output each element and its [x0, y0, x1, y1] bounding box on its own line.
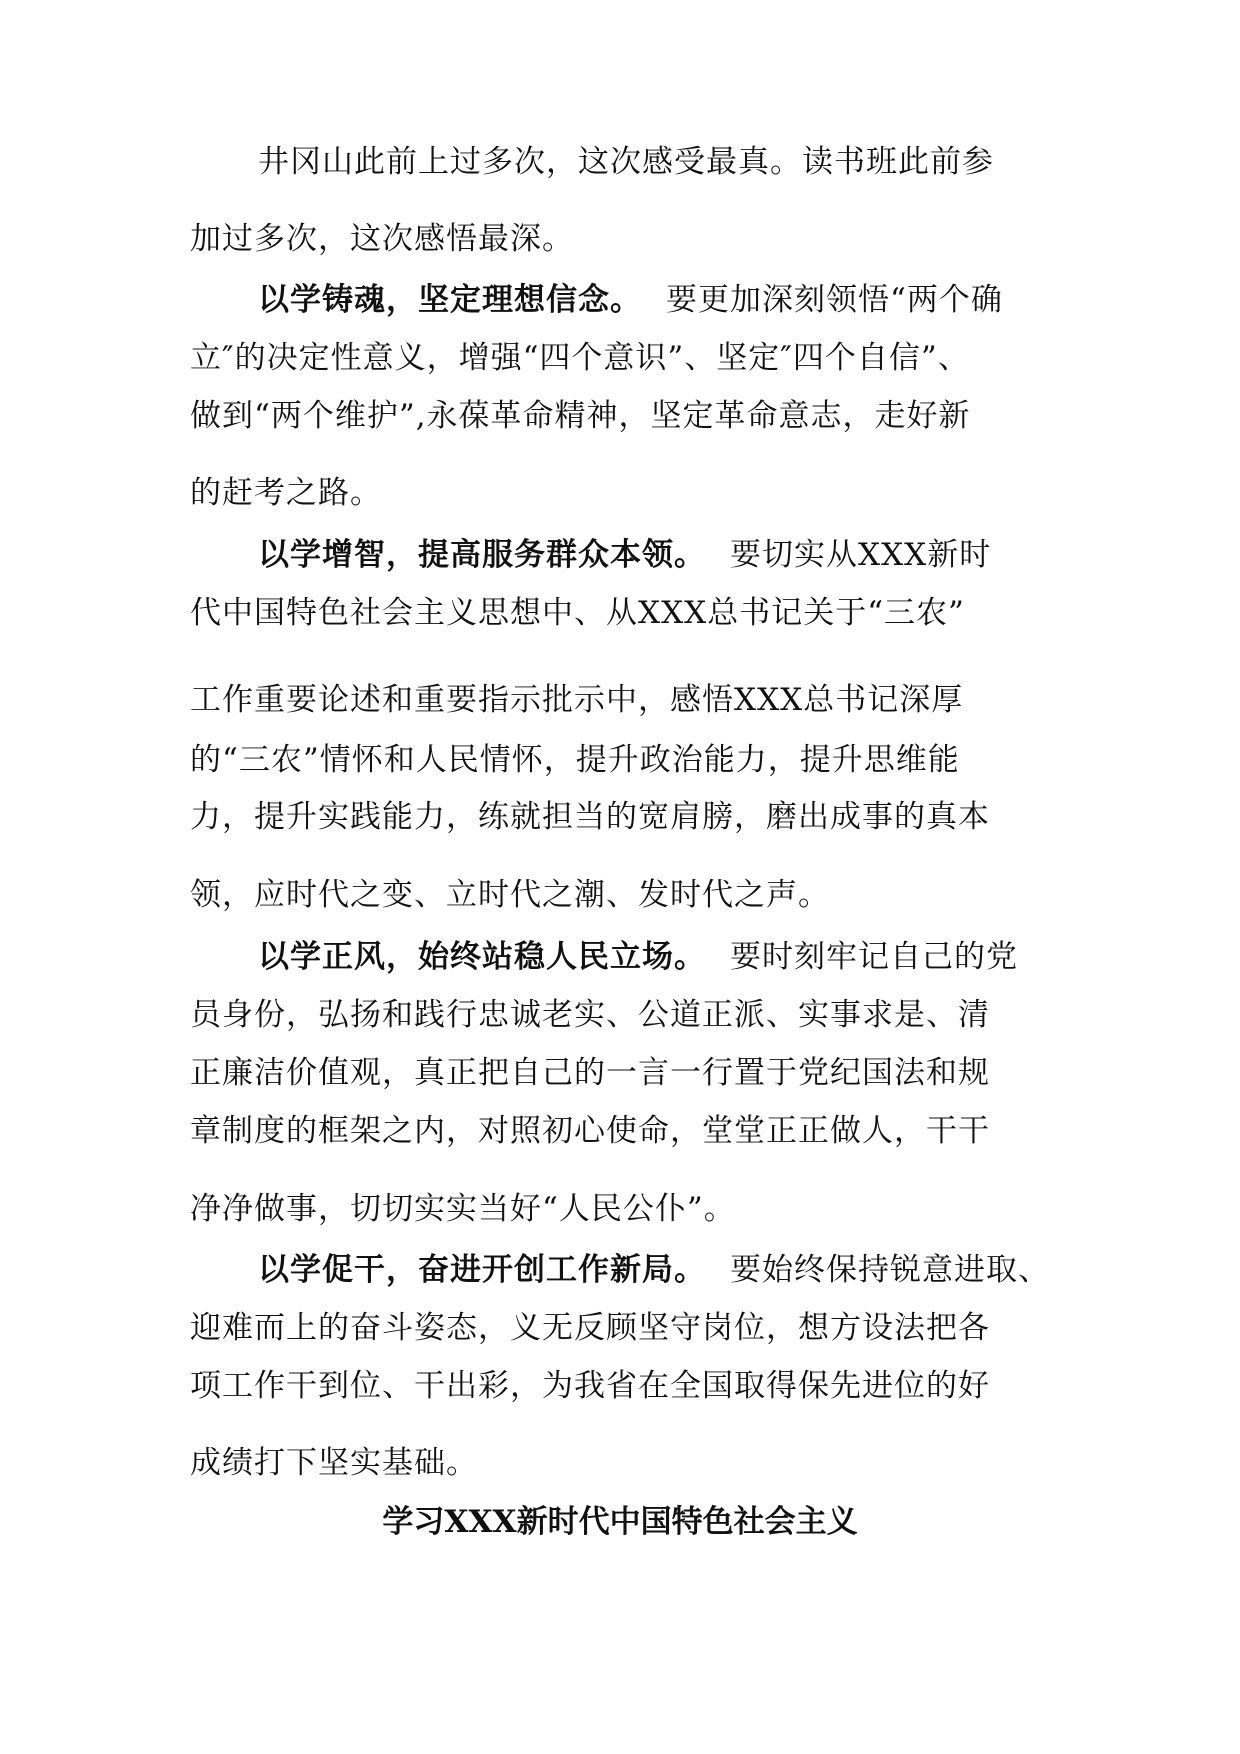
section2-line-5: 力，提升实践能力，练就担当的宽肩膀，磨出成事的真本 — [190, 799, 990, 835]
section3-line-1 — [258, 937, 1018, 977]
section1-line-1 — [258, 280, 1003, 320]
section2-line-3: 工作重要论述和重要指示批示中，感悟XXX总书记深厚 — [190, 682, 964, 718]
section2-line-1-text: 要切实从XXX新时 — [730, 537, 992, 573]
section2-line-2: 代中国特色社会主义思想中、从XXX总书记关于“三农” — [190, 595, 965, 631]
section1-line-4: 的赶考之路。 — [190, 475, 382, 511]
section2-line-4: 的“三农”情怀和人民情怀，提升政治能力，提升思维能 — [190, 742, 960, 778]
section3-line-2: 员身份，弘扬和践行忠诚老实、公道正派、实事求是、清 — [190, 997, 990, 1033]
section3-line-4: 章制度的框架之内，对照初心使命，堂堂正正做人，干干 — [190, 1113, 990, 1149]
intro-line-1: 井冈山此前上过多次，这次感受最真。读书班此前参 — [258, 144, 994, 180]
section1-line-1-text: 要更加深刻领悟“两个确 — [666, 282, 1003, 318]
section3-line-3: 正廉洁价值观，真正把自己的一言一行置于党纪国法和规 — [190, 1055, 990, 1091]
section1-line-3: 做到“两个维护”,永葆革命精神，坚定革命意志，走好新 — [190, 398, 971, 434]
section3-line-5: 净净做事，切切实实当好“人民公仆”。 — [190, 1191, 736, 1227]
section1-line-2: 立″的决定性意义，增强“四个意识”、坚定″四个自信”、 — [190, 340, 970, 376]
section4-line-3: 项工作干到位、干出彩，为我省在全国取得保先进位的好 — [190, 1368, 990, 1404]
section4-line-1-text: 要始终保持锐意进取、 — [730, 1252, 1050, 1288]
intro-line-2: 加过多次，这次感悟最深。 — [190, 221, 574, 257]
section2-heading: 以学增智，提高服务群众本领。 — [258, 537, 706, 573]
next-section-title: 学习XXX新时代中国特色社会主义 — [382, 1504, 858, 1540]
section4-line-4: 成绩打下坚实基础。 — [190, 1445, 478, 1481]
section2-line-1 — [258, 535, 991, 575]
section4-line-2: 迎难而上的奋斗姿态，义无反顾坚守岗位，想方设法把各 — [190, 1310, 990, 1346]
section2-line-6: 领，应时代之变、立时代之潮、发时代之声。 — [190, 877, 830, 913]
section4-line-1 — [258, 1250, 1050, 1290]
section3-line-1-text: 要时刻牢记自己的党 — [730, 939, 1018, 975]
section4-heading: 以学促干，奋进开创工作新局。 — [258, 1252, 706, 1288]
section3-heading: 以学正风，始终站稳人民立场。 — [258, 939, 706, 975]
section1-heading: 以学铸魂，坚定理想信念。 — [258, 282, 642, 318]
